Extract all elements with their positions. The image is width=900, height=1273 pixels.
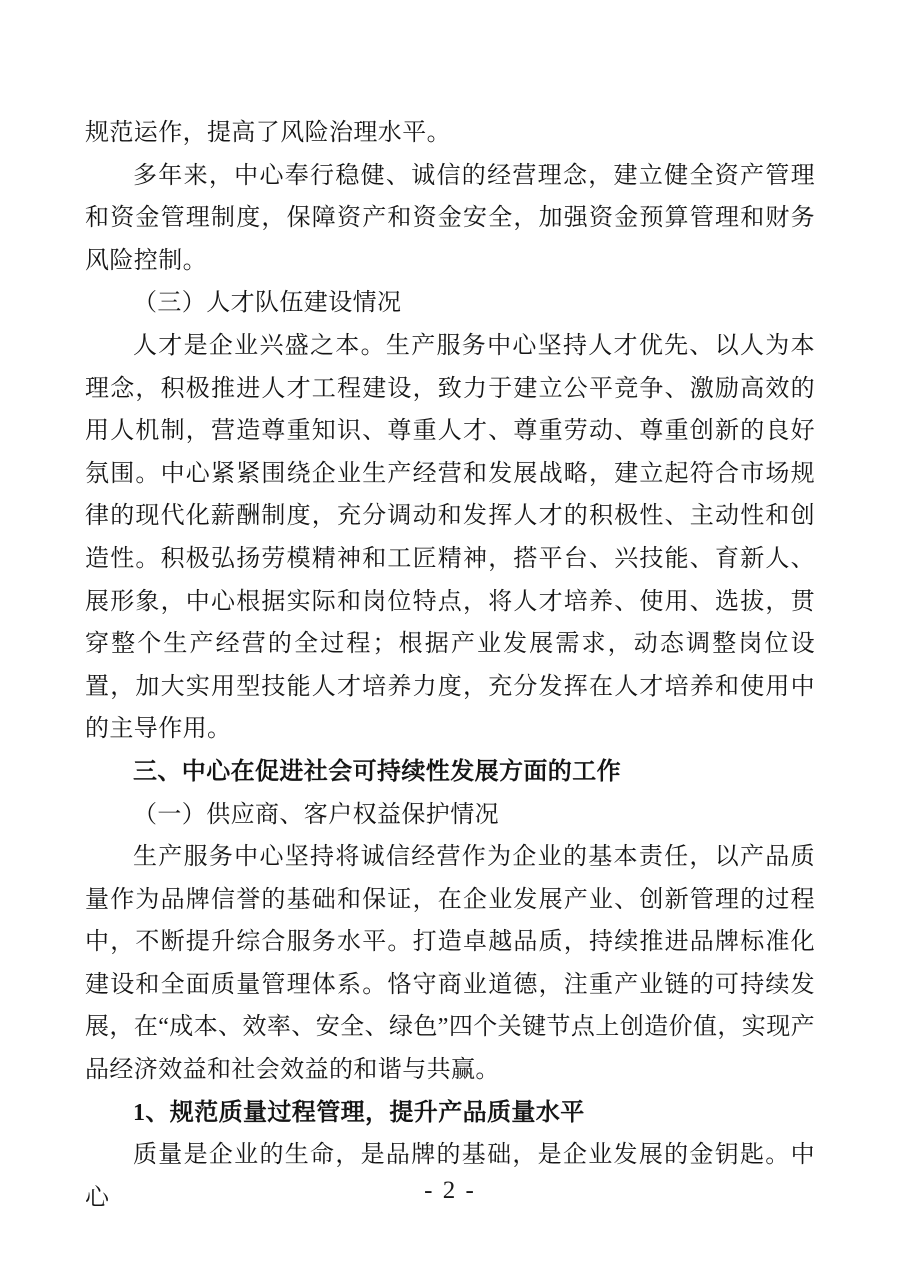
subsection-heading-3: （三）人才队伍建设情况 [133,290,402,317]
subsection-heading-1: （一）供应商、客户权益保护情况 [133,801,499,828]
page-number: - 2 - [424,1177,476,1204]
paragraph: 质量是企业的生命，是品牌的基础，是企业发展的金钥匙。中心 [85,1142,815,1211]
paragraph: 人才是企业兴盛之本。生产服务中心坚持人才优先、以人为本理念，积极推进人才工程建设，致力于建立公平竞争、激励高效的用人机制，营造尊重知识、尊重人才、尊重劳动、尊重创新的良好氛围。中心紧紧围绕企业生产经营和发展战略，建立起符合市场规律的现代化薪酬制度，充分调动和发挥人才的积极性、主动性和创造性。积极弘扬劳模精神和工匠精神，搭平台、兴技能、育新人、展形象，中心根据实际和岗位特点，将人才培养、使用、选拔，贯穿整个生产经营的全过程；根据产业发展需求，动态调整岗位设置，加大实用型技能人才培养力度，充分发挥在人才培养和使用中的主导作用。 [85,332,815,743]
numbered-subheading-1: 1、规范质量过程管理，提升产品质量水平 [133,1099,585,1126]
paragraph: 多年来，中心奉行稳健、诚信的经营理念，建立健全资产管理和资金管理制度，保障资产和资金安全，加强资金预算管理和财务风险控制。 [85,162,815,274]
document-body [85,112,815,1219]
paragraph-continuation: 规范运作，提高了风险治理水平。 [85,120,451,146]
section-heading-3: 三、中心在促进社会可持续性发展方面的工作 [133,757,621,785]
paragraph: 生产服务中心坚持将诚信经营作为企业的基本责任，以产品质量作为品牌信誉的基础和保证，在企业发展产业、创新管理的过程中，不断提升综合服务水平。打造卓越品质，持续推进品牌标准化建设和全面质量管理体系。恪守商业道德，注重产业链的可持续发展，在“成本、效率、安全、绿色”四个关键节点上创造价值，实现产品经济效益和社会效益的和谐与共赢。 [85,844,815,1084]
